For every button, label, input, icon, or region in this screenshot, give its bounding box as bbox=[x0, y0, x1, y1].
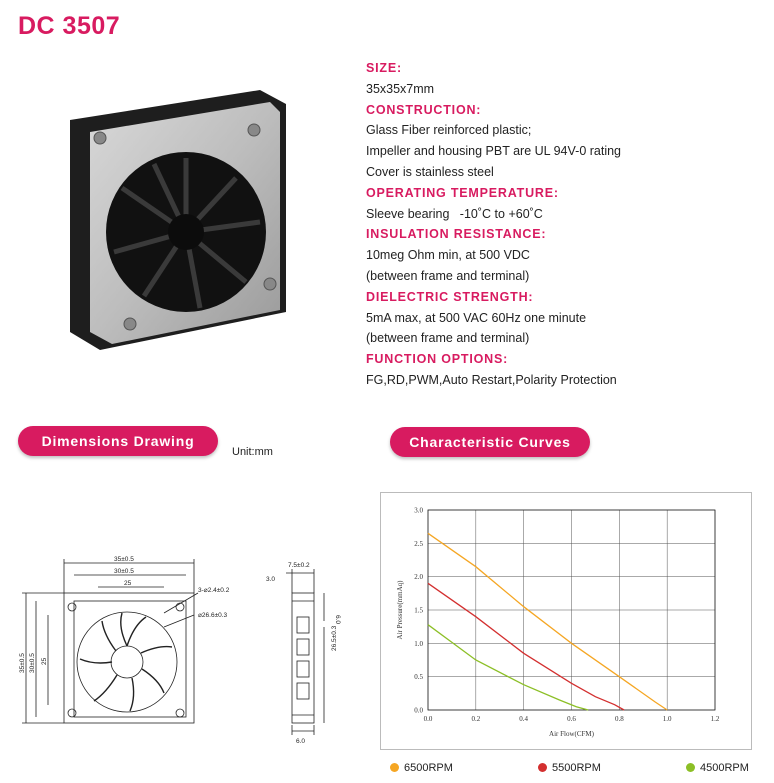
spec-heading-operating-temperature: OPERATING TEMPERATURE: bbox=[366, 185, 559, 200]
y-tick-label: 0.0 bbox=[414, 706, 423, 715]
dimensions-drawing-heading: Dimensions Drawing bbox=[18, 426, 218, 456]
x-axis-label: Air Flow(CFM) bbox=[549, 730, 594, 738]
spec-text: Glass Fiber reinforced plastic; bbox=[366, 123, 532, 138]
spec-heading-insulation-resistance: INSULATION RESISTANCE: bbox=[366, 227, 547, 242]
x-tick-label: 1.2 bbox=[710, 715, 720, 723]
x-tick-label: 0.6 bbox=[567, 715, 576, 723]
fan-product-image bbox=[60, 82, 292, 354]
characteristic-curves-heading: Characteristic Curves bbox=[390, 427, 590, 457]
legend-dot-icon bbox=[390, 763, 399, 772]
front-view-drawing bbox=[14, 555, 244, 745]
left-25-label: 25 bbox=[41, 657, 48, 665]
side-60-label: 6.0 bbox=[334, 615, 341, 625]
y-tick-label: 2.0 bbox=[414, 573, 423, 582]
product-title: DC 3507 bbox=[18, 12, 121, 40]
x-tick-label: 0.4 bbox=[519, 715, 529, 723]
spec-text: Impeller and housing PBT are UL 94V-0 rating bbox=[366, 144, 622, 159]
spec-heading-construction: CONSTRUCTION: bbox=[366, 102, 482, 117]
legend-item-5500: 5500RPM bbox=[538, 762, 601, 774]
spec-heading-size: SIZE: bbox=[366, 61, 402, 75]
holes-label: 3-⌀2.4±0.2 bbox=[198, 587, 230, 594]
spec-text: Cover is stainless steel bbox=[366, 164, 494, 179]
dim-35-label: 35±0.5 bbox=[114, 556, 134, 563]
x-tick-label: 0.8 bbox=[614, 715, 624, 723]
unit-label: Unit:mm bbox=[232, 446, 273, 458]
y-axis-label: Air Pressure(mmAq) bbox=[396, 580, 404, 640]
x-tick-label: 0.0 bbox=[423, 715, 433, 723]
y-tick-label: 1.0 bbox=[414, 639, 423, 648]
x-tick-label: 0.2 bbox=[471, 715, 481, 723]
side-bottom-label: 6.0 bbox=[296, 738, 306, 745]
spec-text: 10meg Ohm min, at 500 VDC bbox=[366, 248, 530, 263]
left-35-label: 35±0.5 bbox=[19, 653, 26, 673]
side-30-label: 3.0 bbox=[266, 576, 276, 583]
y-tick-label: 3.0 bbox=[414, 506, 423, 515]
legend-dot-icon bbox=[686, 763, 695, 772]
spec-heading-dielectric-strength: DIELECTRIC STRENGTH: bbox=[366, 289, 534, 304]
legend-dot-icon bbox=[538, 763, 547, 772]
bore-label: ⌀26.6±0.3 bbox=[198, 612, 228, 619]
y-tick-label: 1.5 bbox=[414, 606, 423, 615]
dim-30-label: 30±0.5 bbox=[114, 568, 134, 575]
spec-text: 35x35x7mm bbox=[366, 81, 435, 96]
side-265-label: 26.5±0.3 bbox=[331, 625, 338, 651]
dim-25-label: 25 bbox=[124, 580, 132, 587]
left-30-label: 30±0.5 bbox=[29, 653, 36, 673]
y-tick-label: 0.5 bbox=[414, 673, 423, 682]
side-view-drawing bbox=[262, 555, 352, 745]
series-line-6500RPM bbox=[428, 533, 667, 710]
spec-text: 5mA max, at 500 VAC 60Hz one minute bbox=[366, 310, 587, 325]
legend-item-4500: 4500RPM bbox=[686, 762, 749, 774]
x-tick-label: 1.0 bbox=[662, 715, 672, 723]
spec-heading-function-options: FUNCTION OPTIONS: bbox=[366, 352, 509, 367]
spec-text: (between frame and terminal) bbox=[366, 331, 530, 346]
spec-list bbox=[366, 58, 766, 391]
chart-frame bbox=[381, 493, 752, 750]
side-75-label: 7.5±0.2 bbox=[288, 562, 310, 569]
legend-item-6500: 6500RPM bbox=[390, 762, 453, 774]
y-tick-label: 2.5 bbox=[414, 539, 423, 548]
characteristic-curves-chart bbox=[380, 492, 752, 750]
spec-text: Sleeve bearing -10˚C to +60˚C bbox=[366, 206, 543, 221]
spec-text: FG,RD,PWM,Auto Restart,Polarity Protection bbox=[366, 372, 617, 387]
spec-text: (between frame and terminal) bbox=[366, 268, 530, 283]
